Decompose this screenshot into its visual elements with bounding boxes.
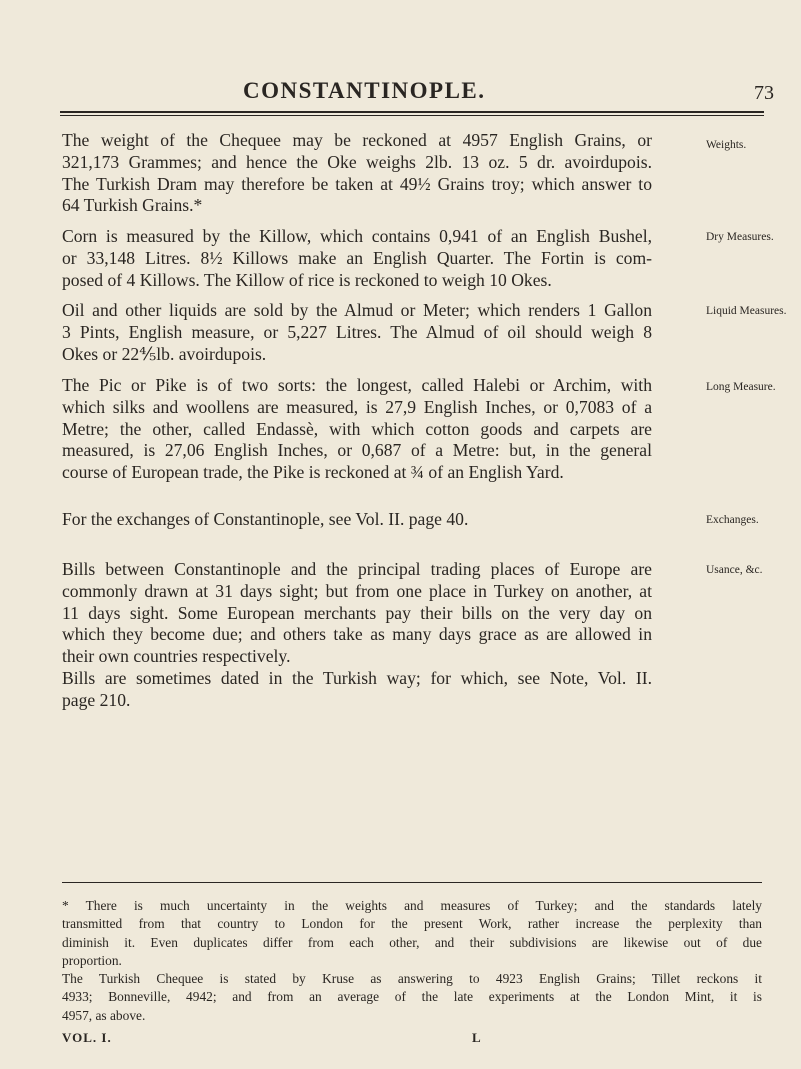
header-rule (60, 111, 764, 116)
footnote-line: * There is much uncertainty in the weights and measures of Turkey; and the standards lately (62, 898, 762, 913)
footnote-line: transmitted from that country to London for the present Work, rather increase the perplexity than (62, 916, 762, 932)
text-line: For the exchanges of Constantinople, see Vol. II. page 40. (62, 509, 469, 529)
text-line: Bills are sometimes dated in the Turkish way; for which, see Note, Vol. II. (62, 667, 652, 688)
text-line: 321,173 Grammes; and hence the Oke weighs 2lb. 13 oz. 5 dr. avoirdupois. (62, 151, 652, 172)
margin-note-weights: Weights. (706, 139, 747, 151)
text-line: The weight of the Chequee may be reckoned at 4957 English Grains, or (62, 130, 652, 150)
text-line: commonly drawn at 31 days sight; but from one place in Turkey on another, at (62, 580, 652, 601)
margin-note-long-measure: Long Measure. (706, 381, 776, 393)
margin-note-liquid-measures: Liquid Measures. (706, 305, 787, 317)
footnote (62, 897, 762, 1025)
text-line: or 33,148 Litres. 8½ Killows make an English Quarter. The Fortin is com- (62, 247, 652, 268)
text-line: 3 Pints, English measure, or 5,227 Litres. The Almud of oil should weigh 8 (62, 321, 652, 342)
paragraph-long-measure (62, 375, 652, 484)
text-line: 11 days sight. Some European merchants pay their bills on the very day on (62, 602, 652, 623)
footnote-line: 4933; Bonneville, 4942; and from an average of the late experiments at the London Mint, it is (62, 989, 762, 1005)
text-line: Metre; the other, called Endassè, with which cotton goods and carpets are (62, 418, 652, 439)
signature-mark: L (472, 1030, 482, 1045)
text-line: which they become due; and others take as many days grace as are allowed in (62, 624, 652, 645)
paragraph-exchanges (62, 509, 652, 531)
text-line: Okes or 22⅘lb. avoirdupois. (62, 343, 267, 364)
footnote-line: diminish it. Even duplicates differ from each other, and their subdivisions are likewise out of due (62, 934, 762, 950)
text-line: posed of 4 Killows. The Killow of rice is reckoned to weigh 10 Okes. (62, 269, 552, 290)
text-line: Oil and other liquids are sold by the Almud or Meter; which renders 1 Gallon (62, 300, 652, 320)
paragraph-usance (62, 559, 652, 712)
text-line: The Pic or Pike is of two sorts: the longest, called Halebi or Archim, with (62, 375, 652, 395)
margin-note-usance: Usance, &c. (706, 564, 763, 576)
paragraph-liquid-measures (62, 300, 652, 365)
running-title: CONSTANTINOPLE. (243, 78, 486, 103)
text-line: 64 Turkish Grains.* (62, 195, 203, 216)
text-line: course of European trade, the Pike is reckoned at ¾ of an English Yard. (62, 462, 564, 483)
text-line: The Turkish Dram may therefore be taken at 49½ Grains troy; which answer to (62, 173, 652, 194)
text-line: page 210. (62, 689, 131, 710)
text-line: their own countries respectively. (62, 646, 291, 667)
text-line: measured, is 27,06 English Inches, or 0,687 of a Metre: but, in the general (62, 440, 652, 461)
footnote-line: 4957, as above. (62, 1007, 146, 1023)
margin-note-dry-measures: Dry Measures. (706, 231, 774, 243)
text-line: which silks and woollens are measured, is 27,9 English Inches, or 0,7083 of a (62, 396, 652, 417)
footnote-line: proportion. (62, 952, 122, 968)
volume-signature: VOL. I. (62, 1030, 112, 1045)
margin-note-exchanges: Exchanges. (706, 514, 759, 526)
paragraph-dry-measures (62, 226, 652, 291)
text-line: Corn is measured by the Killow, which contains 0,941 of an English Bushel, (62, 226, 652, 246)
paragraph-weights (62, 130, 652, 217)
footnote-rule (62, 882, 762, 883)
running-head (0, 78, 801, 108)
page-number: 73 (754, 82, 774, 104)
footnote-line: The Turkish Chequee is stated by Kruse as answering to 4923 English Grains; Tillet reckons it (62, 971, 762, 987)
text-line: Bills between Constantinople and the principal trading places of Europe are (62, 559, 652, 579)
